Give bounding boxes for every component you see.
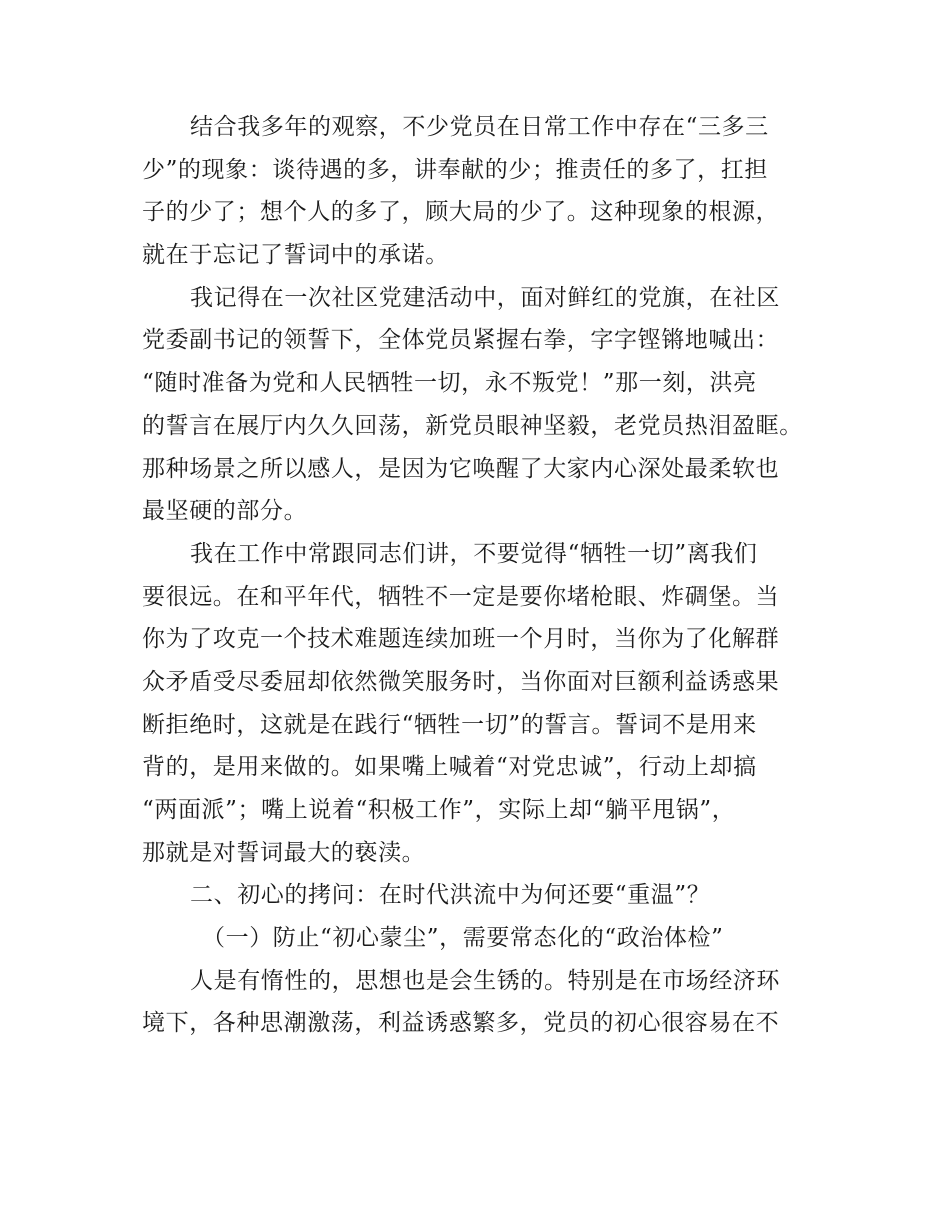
- text-line: 少”的现象：谈待遇的多，讲奉献的少；推责任的多了，扛担: [142, 156, 768, 183]
- paragraph: [142, 533, 812, 875]
- text-line: “随时准备为党和人民牺牲一切，永不叛党！”那一刻，洪亮: [142, 370, 757, 397]
- text-line: 你为了攻克一个技术难题连续加班一个月时，当你为了化解群: [142, 626, 780, 653]
- text-line: 背的，是用来做的。如果嘴上喊着“对党忠诚”，行动上却搞: [142, 754, 757, 781]
- text-line: 我记得在一次社区党建活动中，面对鲜红的党旗，在社区: [190, 284, 780, 311]
- text-line: 结合我多年的观察，不少党员在日常工作中存在“三多三: [190, 114, 769, 140]
- text-line: 党委副书记的领誓下，全体党员紧握右拳，字字铿锵地喊出：: [142, 327, 780, 354]
- paragraph: [142, 960, 812, 1045]
- text-line: 就在于忘记了誓词中的承诺。: [142, 242, 449, 269]
- text-line: 我在工作中常跟同志们讲，不要觉得“牺牲一切”离我们: [190, 540, 758, 567]
- heading-text: 二、初心的拷问：在时代洪流中为何还要“重温”？: [190, 882, 711, 909]
- text-line: 要很远。在和平年代，牺牲不一定是要你堵枪眼、炸碉堡。当: [142, 583, 780, 610]
- text-line: 那就是对誓词最大的亵渎。: [142, 839, 426, 866]
- paragraph: [142, 106, 812, 277]
- text-line: 那种场景之所以感人，是因为它唤醒了大家内心深处最柔软也: [142, 455, 780, 482]
- text-line: “两面派”；嘴上说着“积极工作”，实际上却“躺平甩锅”，: [142, 797, 736, 823]
- text-line: 断拒绝时，这就是在践行“牺牲一切”的誓言。誓词不是用来: [142, 711, 757, 738]
- document-body: [142, 106, 812, 1045]
- subsection-heading: [142, 917, 812, 960]
- section-heading: [142, 874, 812, 917]
- paragraph: [142, 277, 812, 533]
- text-line: 众矛盾受尽委屈却依然微笑服务时，当你面对巨额利益诱惑果: [142, 668, 780, 695]
- heading-text: （一）防止“初心蒙尘”，需要常态化的“政治体检”: [202, 925, 724, 952]
- text-line: 人是有惰性的，思想也是会生锈的。特别是在市场经济环: [190, 967, 780, 994]
- text-line: 的誓言在展厅内久久回荡，新党员眼神坚毅，老党员热泪盈眶。: [142, 412, 803, 439]
- text-line: 境下，各种思潮激荡，利益诱惑繁多，党员的初心很容易在不: [142, 1010, 780, 1037]
- text-line: 最坚硬的部分。: [142, 498, 308, 525]
- text-line: 子的少了；想个人的多了，顾大局的少了。这种现象的根源，: [142, 199, 780, 226]
